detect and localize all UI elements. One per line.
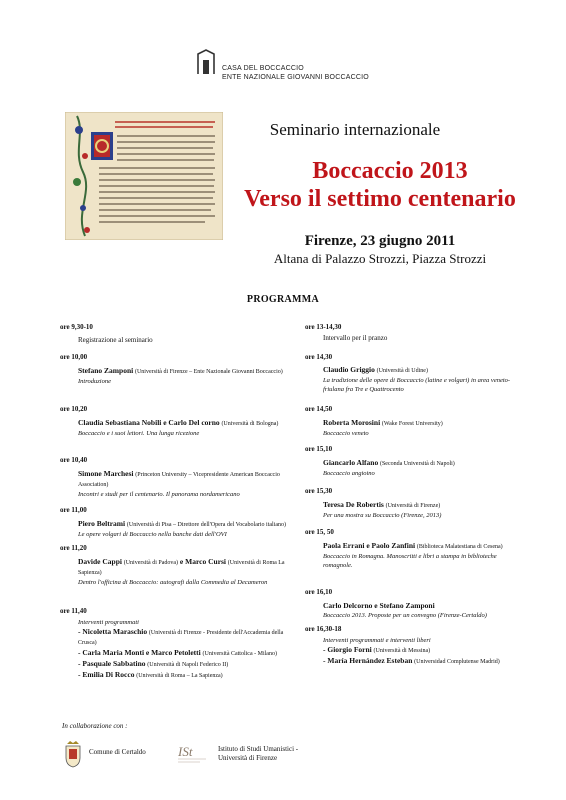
programme-slot	[305, 528, 527, 570]
speaker-affiliation: (Princeton University – Vicepresidente American Boccaccio Association)	[78, 472, 280, 488]
slot-time: ore 10,00	[60, 353, 88, 361]
slot-time: ore 15, 50	[305, 528, 334, 536]
talk-title: Dentro l'officina di Boccaccio: autografi dalla Commedia al Decameron	[78, 579, 268, 586]
speaker-affiliation: (Universidad Complutense Madrid)	[414, 659, 500, 665]
istituto-logo-icon	[176, 742, 210, 766]
svg-text:ISt: ISt	[178, 744, 193, 759]
speaker-affiliation: (Università di Bologna)	[221, 421, 279, 427]
programme-slot	[305, 625, 527, 667]
programme-slot	[305, 353, 527, 394]
programme-slot	[60, 323, 300, 345]
slot-description: Registrazione al seminario	[78, 336, 153, 344]
talk-title: Per una mostra su Boccaccio (Firenze, 2013)	[323, 512, 442, 519]
speaker-name: - Carla Maria Monti e Marco Petoletti	[78, 648, 201, 657]
speaker-affiliation: (Università di Firenze)	[385, 503, 441, 509]
slot-time: ore 16,30-18	[305, 625, 342, 633]
programme-slot	[60, 506, 300, 539]
speaker-name: Piero Beltrami	[78, 519, 126, 528]
collaboration-label: In collaborazione con :	[62, 722, 128, 730]
programme-slot	[60, 607, 300, 681]
speaker-name: - Emilia Di Rocco	[78, 670, 135, 679]
slot-time: ore 11,00	[60, 506, 87, 514]
slot-time: ore 14,50	[305, 405, 333, 413]
slot-time: ore 16,10	[305, 588, 333, 596]
programme-slot	[305, 588, 527, 620]
list-item	[323, 656, 527, 667]
slot-description: Intervallo per il pranzo	[323, 334, 388, 342]
programme-slot	[305, 487, 527, 520]
talk-title: Le opere volgari di Boccaccio nella banche dati dell'OVI	[78, 531, 227, 538]
speaker-name: - Pasquale Sabbatino	[78, 659, 146, 668]
programme-slot	[305, 405, 527, 438]
programme-slot	[305, 323, 527, 343]
slot-time: ore 14,30	[305, 353, 333, 361]
istituto-line-2: Università di Firenze	[218, 754, 278, 762]
speaker-affiliation: (Università di Firenze - Presidente dell'Accademia della Crusca)	[78, 630, 284, 646]
programme-slot	[60, 405, 300, 438]
speaker-affiliation: (Università di Padova)	[123, 560, 179, 566]
speaker-affiliation: (Wake Forest University)	[381, 421, 443, 427]
talk-title: Boccaccio e i suoi lettori. Una lunga ricezione	[78, 430, 200, 437]
interventions-label: Interventi programmati	[78, 619, 139, 626]
speaker-affiliation: (Università di Napoli Federico II)	[147, 662, 229, 668]
programme-slot	[60, 544, 300, 587]
speaker-name: Giancarlo Alfano	[323, 458, 379, 467]
manuscript-image	[65, 112, 223, 240]
speaker-affiliation: (Università di Firenze – Ente Nazionale Giovanni Boccaccio)	[134, 369, 283, 375]
speaker-name: Claudio Griggio	[323, 365, 375, 374]
speaker-name: Paola Errani e Paolo Zanfini	[323, 541, 416, 550]
speaker-name: - María Hernández Esteban	[323, 656, 413, 665]
slot-time: ore 11,20	[60, 544, 87, 552]
speaker-name: - Nicoletta Maraschio	[78, 627, 148, 636]
talk-title: Boccaccio in Romagna. Manoscritti e libri a stampa in biblioteche romagnole.	[323, 553, 497, 569]
speaker-affiliation: (Biblioteca Malatestiana di Cesena)	[416, 544, 503, 550]
organization-name	[222, 64, 369, 82]
talk-title: Boccaccio 2013. Proposte per un convegno (Firenze-Certaldo)	[323, 612, 487, 619]
event-title: Boccaccio 2013	[312, 158, 468, 184]
speaker-affiliation: (Seconda Università di Napoli)	[379, 461, 455, 467]
programme-slot	[60, 456, 300, 499]
list-item	[78, 627, 300, 648]
istituto-label	[218, 745, 298, 763]
slot-time: ore 10,40	[60, 456, 88, 464]
speaker-name: Stefano Zamponi	[78, 366, 134, 375]
casa-boccaccio-logo-icon	[196, 48, 216, 76]
speaker-affiliation: (Università di Udine)	[376, 368, 428, 374]
slot-time: ore 13-14,30	[305, 323, 342, 331]
speaker-affiliation-2: (Università di Roma La Sapienza)	[78, 560, 285, 576]
slot-time: ore 9,30-10	[60, 323, 93, 331]
speaker-name: Teresa De Robertis	[323, 500, 384, 509]
istituto-line-1: Istituto di Studi Umanistici -	[218, 745, 299, 753]
certaldo-crest-icon	[64, 740, 82, 768]
speaker-affiliation: (Università di Roma – La Sapienza)	[136, 673, 223, 679]
talk-title: Introduzione	[78, 378, 111, 385]
speaker-name: Roberta Morosini	[323, 418, 381, 427]
programme-heading: PROGRAMMA	[246, 294, 320, 305]
slot-time: ore 15,30	[305, 487, 333, 495]
speaker-affiliation: (Università di Messina)	[373, 648, 431, 654]
seminar-label: Seminario internazionale	[269, 120, 441, 139]
org-line-2: ENTE NAZIONALE GIOVANNI BOCCACCIO	[222, 74, 369, 81]
list-item	[323, 645, 527, 656]
speaker-affiliation: (Università Cattolica - Milano)	[202, 651, 277, 657]
speaker-name: Davide Cappi	[78, 557, 122, 566]
talk-title: La tradizione delle opere di Boccaccio (latine e volgari) in area veneto-friulana fra Tre e Quattrocento	[323, 377, 511, 393]
speaker-affiliation: (Università di Pisa – Direttore dell'Opera del Vocabolario italiano)	[126, 522, 287, 528]
talk-title: Incontri e studi per il centenario. Il panorama nordamericano	[78, 491, 240, 498]
speaker-name: - Giorgio Forni	[323, 645, 372, 654]
list-item	[78, 659, 300, 670]
speaker-name: Claudia Sebastiana Nobili e Carlo Del corno	[78, 418, 220, 427]
event-date: Firenze, 23 giugno 2011	[304, 233, 456, 249]
speaker-name: Simone Marchesi	[78, 469, 134, 478]
list-item	[78, 670, 300, 681]
speaker-name: Carlo Delcorno e Stefano Zamponi	[323, 601, 435, 610]
org-line-1: CASA DEL BOCCACCIO	[222, 65, 304, 72]
programme-slot	[60, 353, 300, 386]
speaker-name-2: e Marco Cursi	[178, 557, 227, 566]
programme-slot	[305, 445, 527, 478]
talk-title: Boccaccio veneto	[323, 430, 369, 437]
event-subtitle: Verso il settimo centenario	[244, 186, 516, 212]
slot-time: ore 15,10	[305, 445, 333, 453]
event-venue: Altana di Palazzo Strozzi, Piazza Strozzi	[273, 251, 487, 266]
list-item	[78, 648, 300, 659]
interventions-label: Interventi programmati e interventi liberi	[323, 637, 431, 644]
talk-title: Boccaccio angioino	[323, 470, 375, 477]
slot-time: ore 11,40	[60, 607, 87, 615]
slot-time: ore 10,20	[60, 405, 88, 413]
certaldo-label: Comune di Certaldo	[89, 748, 146, 756]
